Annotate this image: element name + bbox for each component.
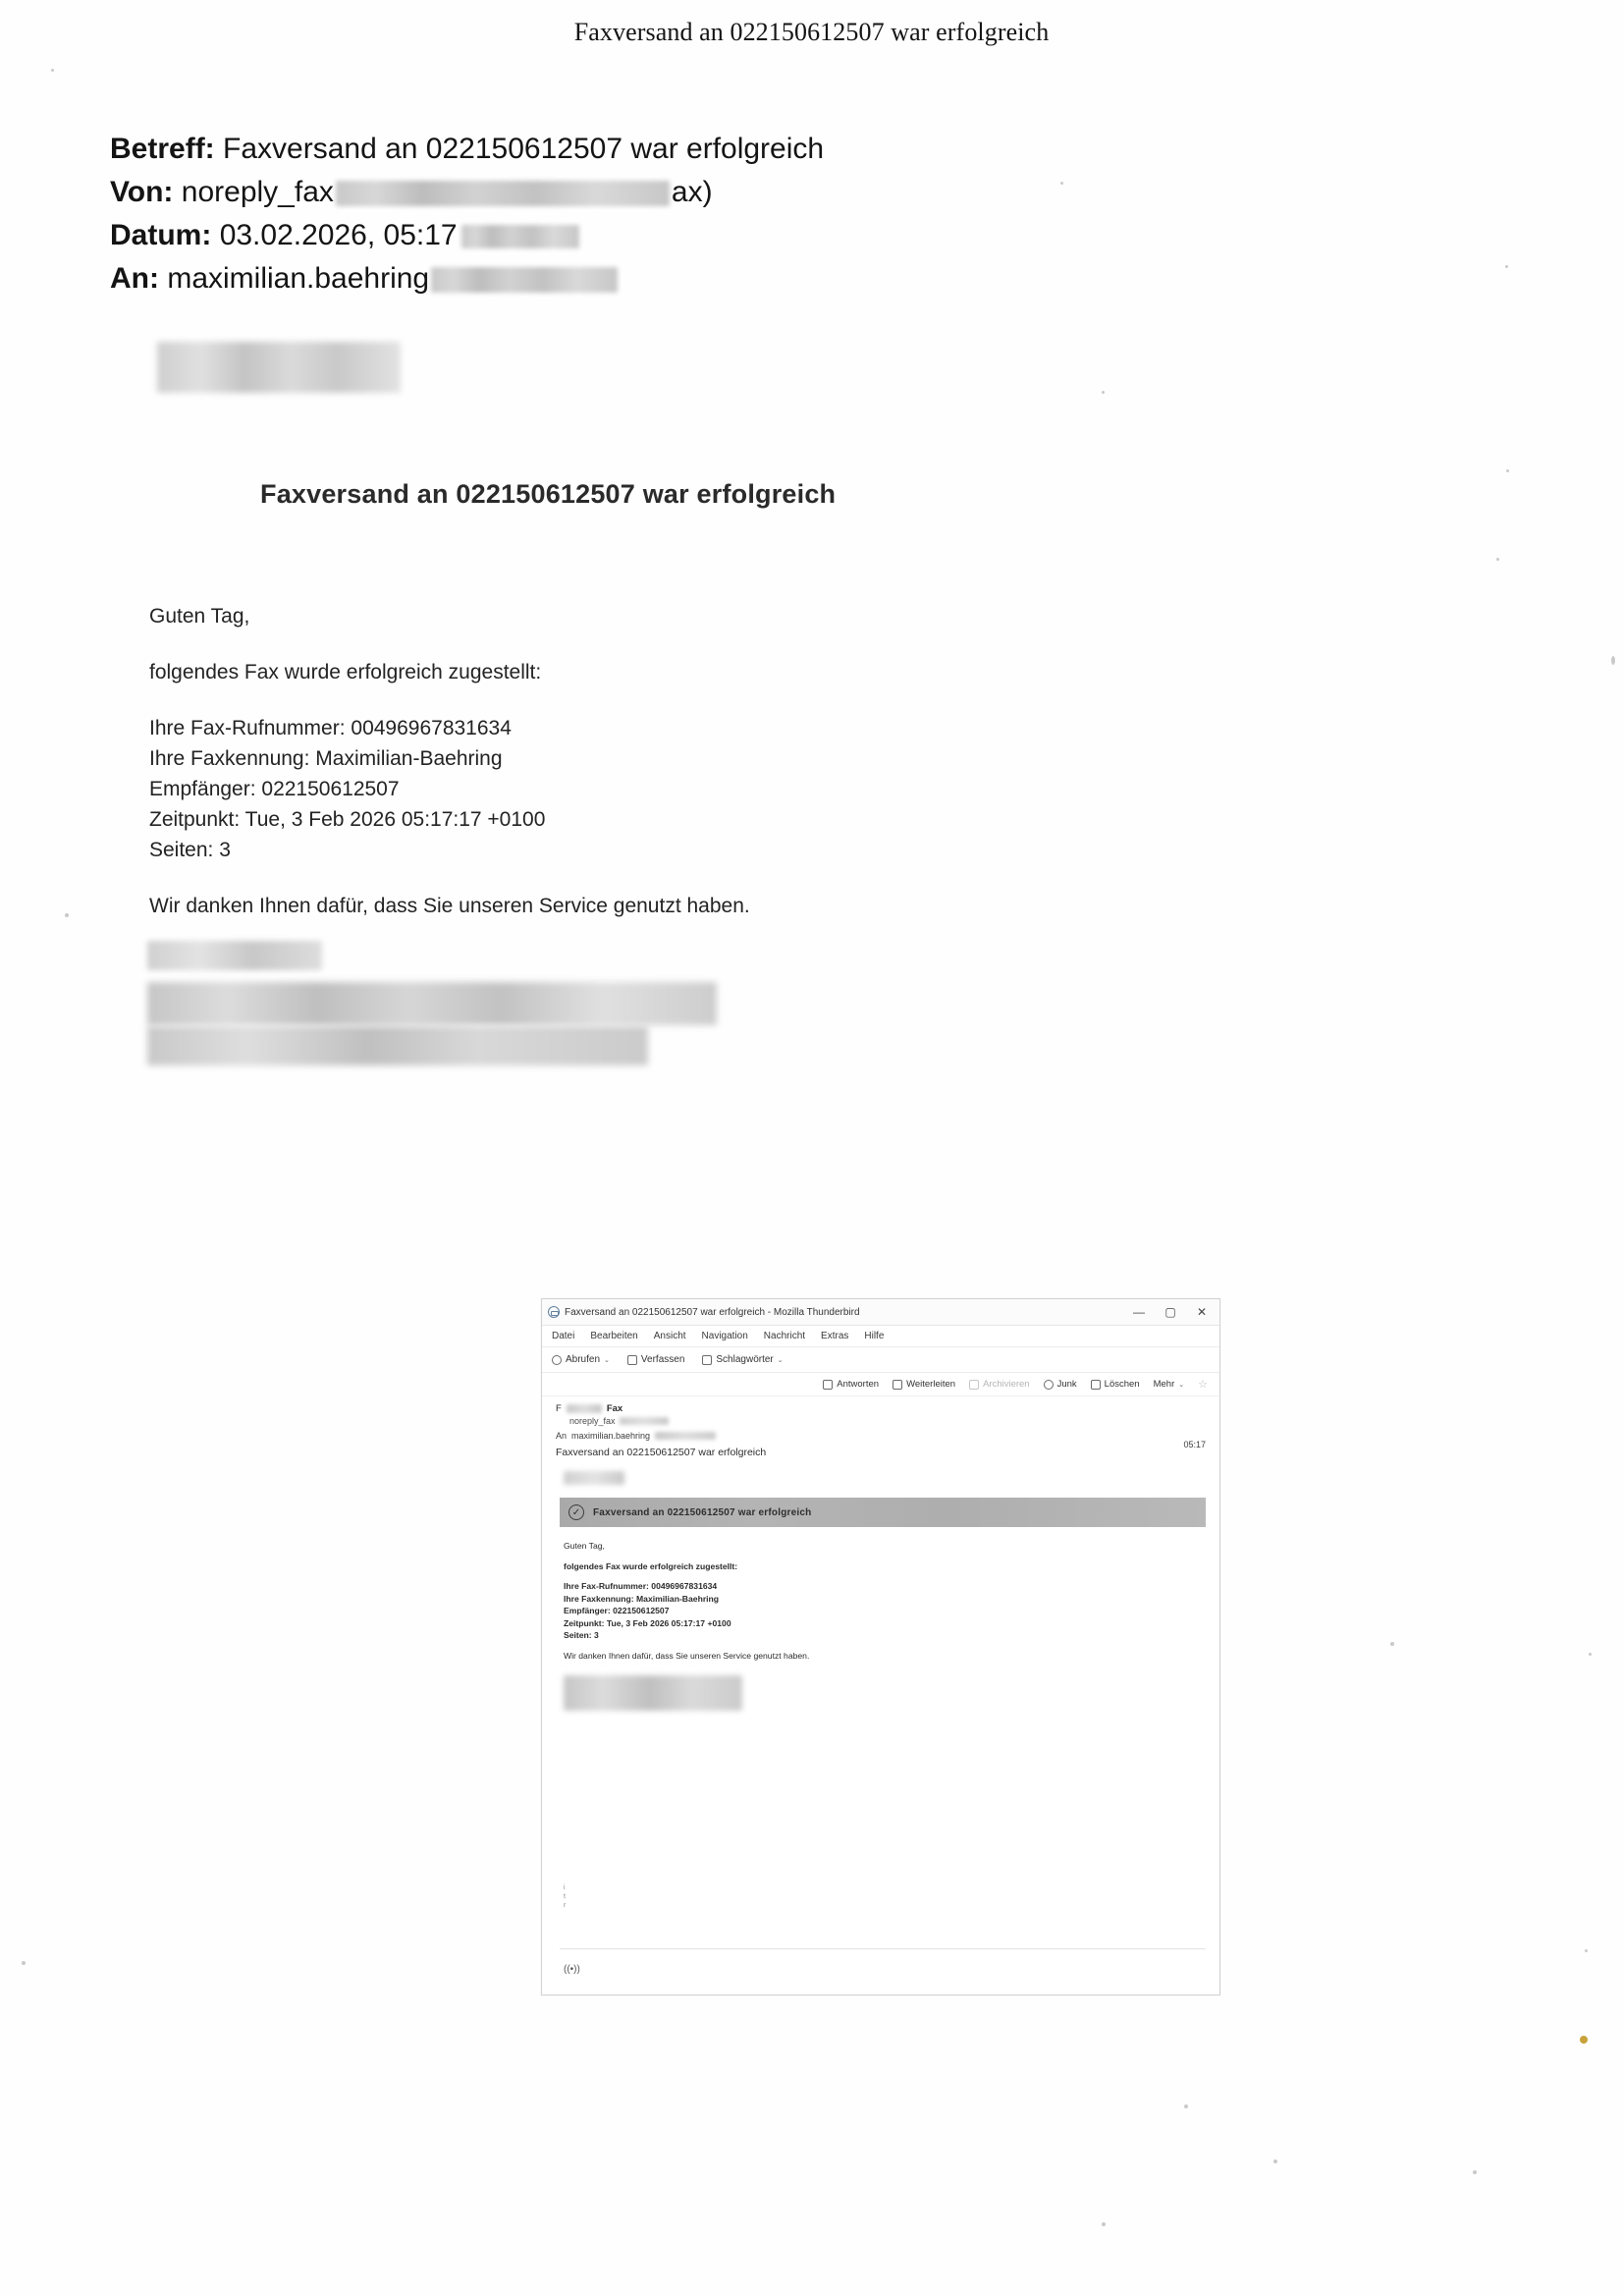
scan-speck [1102, 391, 1105, 394]
close-button[interactable]: ✕ [1196, 1305, 1208, 1319]
chevron-down-icon[interactable]: ⌄ [604, 1356, 610, 1364]
get-messages-label: Abrufen [566, 1354, 601, 1365]
minimize-button[interactable]: — [1133, 1305, 1145, 1319]
compose-label: Verfassen [640, 1354, 685, 1365]
redaction-screenshot-signature [564, 1675, 742, 1711]
body-heading: Faxversand an 022150612507 war erfolgreich [260, 479, 837, 509]
archive-icon [969, 1380, 979, 1390]
page-header-title: Faxversand an 022150612507 war erfolgreich [573, 18, 1050, 46]
redaction-sender-name [567, 1404, 602, 1413]
redaction-recipient [655, 1432, 716, 1440]
scan-speck [1589, 1653, 1592, 1656]
date-line [110, 214, 824, 257]
sender-row [556, 1403, 1206, 1414]
scan-speck [1060, 182, 1063, 185]
scan-speck [1184, 2105, 1188, 2108]
shot-detail-recipient: Empfänger: 022150612507 [564, 1606, 670, 1615]
to-value: maximilian.baehring [167, 262, 430, 295]
scan-speck [22, 1961, 26, 1965]
reply-button[interactable] [823, 1379, 879, 1390]
shot-detail-pages: Seiten: 3 [564, 1630, 599, 1640]
from-value: noreply_fax [181, 176, 334, 208]
window-titlebar [542, 1299, 1219, 1326]
sender-address: noreply_fax [569, 1416, 616, 1426]
junk-label: Junk [1056, 1379, 1077, 1390]
menu-extras[interactable]: Extras [821, 1331, 849, 1341]
archive-label: Archivieren [983, 1379, 1030, 1390]
chevron-down-icon-tags[interactable]: ⌄ [777, 1356, 784, 1364]
banner-text: Faxversand an 022150612507 war erfolgreich [593, 1506, 812, 1518]
star-icon[interactable]: ☆ [1198, 1379, 1208, 1391]
menu-bearbeiten[interactable]: Bearbeiten [590, 1331, 638, 1341]
subject-label: Betreff: [110, 133, 215, 165]
scan-speck [1506, 469, 1509, 472]
forward-icon [893, 1380, 902, 1390]
success-banner [560, 1498, 1206, 1527]
shot-detail-timestamp: Zeitpunkt: Tue, 3 Feb 2026 05:17:17 +0100 [564, 1617, 731, 1628]
junk-icon [1044, 1380, 1054, 1390]
to-line [110, 257, 824, 301]
recipient-row [556, 1431, 1206, 1441]
menu-nachricht[interactable]: Nachricht [763, 1331, 806, 1341]
detail-fax-number: Ihre Fax-Rufnummer: 00496967831634 [149, 717, 512, 739]
scan-speck [65, 913, 69, 917]
sender-address-row [569, 1416, 1206, 1426]
tag-icon [702, 1355, 712, 1365]
redaction-to [431, 267, 618, 293]
detail-timestamp: Zeitpunkt: Tue, 3 Feb 2026 05:17:17 +0100 [149, 808, 546, 831]
forward-label: Weiterleiten [906, 1379, 956, 1390]
scan-speck [1390, 1642, 1394, 1646]
archive-button [969, 1379, 1030, 1390]
intro-text: folgendes Fax wurde erfolgreich zugestellt: [149, 661, 542, 683]
detail-recipient: Empfänger: 022150612507 [149, 778, 400, 800]
shot-greeting: Guten Tag, [564, 1541, 605, 1551]
sender-name: Fax [606, 1403, 623, 1414]
pencil-icon [627, 1355, 637, 1365]
scan-speck [1611, 656, 1615, 665]
to-label: An: [110, 262, 159, 295]
body-text [149, 601, 750, 947]
tags-button[interactable] [702, 1354, 783, 1365]
shot-detail-fax-number: Ihre Fax-Rufnummer: 00496967831634 [564, 1581, 718, 1591]
chevron-down-icon-more[interactable]: ⌄ [1178, 1381, 1185, 1389]
scan-speck [1496, 558, 1499, 561]
download-icon [552, 1355, 562, 1365]
to-value-shot: maximilian.baehring [571, 1431, 651, 1441]
redaction-sender-address [620, 1417, 669, 1425]
redaction-from [336, 181, 670, 206]
from-label: Von: [110, 176, 174, 208]
footer-divider [560, 1948, 1206, 1949]
menu-ansicht[interactable]: Ansicht [653, 1331, 686, 1341]
main-toolbar [542, 1347, 1219, 1373]
date-value: 03.02.2026, 05:17 [219, 219, 458, 251]
window-controls [1133, 1306, 1214, 1318]
subject-line [110, 128, 824, 171]
menu-hilfe[interactable]: Hilfe [864, 1331, 885, 1341]
redaction-signature-1 [147, 941, 322, 970]
trash-icon [1091, 1380, 1101, 1390]
window-title: Faxversand an 022150612507 war erfolgreich - Mozilla Thunderbird [565, 1306, 860, 1318]
redaction-date [461, 225, 579, 248]
get-messages-button[interactable] [552, 1354, 610, 1365]
scan-speck [51, 69, 54, 72]
scan-speck [1585, 1949, 1588, 1952]
detail-fax-id: Ihre Faxkennung: Maximilian-Baehring [149, 747, 503, 770]
redaction-sender-block [157, 342, 401, 393]
scan-speck [1473, 2170, 1477, 2174]
scan-speck [1580, 2036, 1588, 2044]
delete-label: Löschen [1104, 1379, 1140, 1390]
more-button[interactable] [1154, 1379, 1185, 1390]
reply-icon [823, 1380, 833, 1390]
shot-intro: folgendes Fax wurde erfolgreich zugestellt: [564, 1560, 738, 1571]
more-label: Mehr [1153, 1379, 1175, 1390]
from-value-end: ax) [671, 176, 713, 208]
redaction-message-top [564, 1471, 624, 1485]
scan-speck [1505, 265, 1508, 268]
delete-button[interactable] [1091, 1379, 1140, 1390]
embedded-screenshot [541, 1298, 1220, 1995]
from-line [110, 171, 824, 214]
thunderbird-icon [548, 1306, 560, 1318]
tags-label: Schlagwörter [716, 1354, 774, 1365]
message-subject: Faxversand an 022150612507 war erfolgreich [556, 1447, 767, 1458]
reply-label: Antworten [837, 1379, 880, 1390]
attachment-icon: ((•)) [564, 1964, 580, 1975]
message-action-bar [542, 1373, 1219, 1396]
forward-button[interactable] [893, 1379, 955, 1390]
scan-speck [1273, 2159, 1277, 2163]
redaction-signature-2 [147, 982, 717, 1025]
message-time: 05:17 [1183, 1440, 1206, 1449]
date-label: Datum: [110, 219, 212, 251]
check-icon: ✓ [568, 1504, 584, 1520]
maximize-button[interactable]: ▢ [1164, 1305, 1176, 1319]
fax-details [149, 713, 750, 865]
to-label-shot: An [556, 1431, 568, 1441]
detail-pages: Seiten: 3 [149, 839, 231, 861]
menu-datei[interactable]: Datei [552, 1331, 575, 1341]
screenshot-body [542, 1527, 1219, 1662]
scan-speck [1102, 2222, 1106, 2226]
shot-detail-fax-id: Ihre Faxkennung: Maximilian-Baehring [564, 1593, 720, 1604]
junk-button[interactable] [1044, 1379, 1077, 1390]
shot-closing: Wir danken Ihnen dafür, dass Sie unseren Service genutzt haben. [564, 1650, 810, 1661]
closing-text: Wir danken Ihnen dafür, dass Sie unseren Service genutzt haben. [149, 895, 750, 917]
sender-prefix: F [556, 1403, 562, 1414]
menu-navigation[interactable]: Navigation [701, 1331, 748, 1341]
message-header [542, 1396, 1219, 1462]
menu-bar [542, 1326, 1219, 1347]
redaction-signature-3 [147, 1026, 648, 1066]
subject-value: Faxversand an 022150612507 war erfolgreich [223, 133, 825, 165]
compose-button[interactable] [627, 1354, 684, 1365]
signature-placeholder-lines: i t r [564, 1885, 567, 1909]
greeting: Guten Tag, [149, 605, 250, 628]
message-header-block [110, 128, 824, 301]
